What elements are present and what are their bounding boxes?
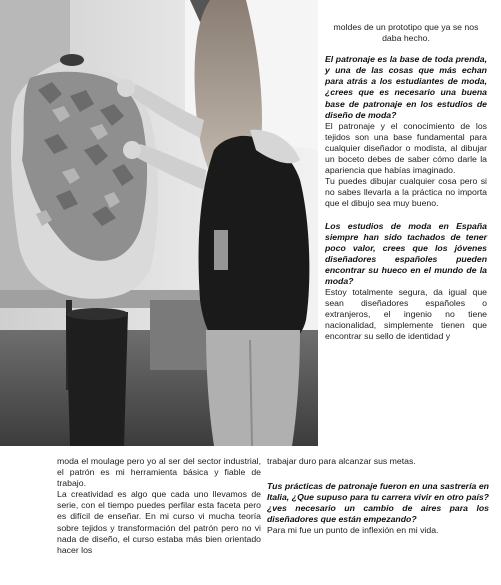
photo-illustration [0, 0, 318, 446]
question-3: Tus prácticas de patronaje fueron en una sastrería en Italia, ¿Que supuso para tu carrera vivir en otro país? ¿ves necesario un cambio de aires para los diseñadores que están empezando? [267, 481, 489, 525]
right-intro-text: moldes de un prototipo que ya se nos daba hecho. [333, 22, 479, 44]
bottom-left-paragraph-2: La creatividad es algo que cada uno llevamos de serie, con el tiempo puedes perfilar esta faceta pero es difícil de enseñar. En mi curso vi mucha teoría sobre tejidos y transformación del patrón pero no vi nada de diseño, el curso estaba más bien orientado hacer los [57, 489, 261, 555]
answer-1-paragraph-1: El patronaje y el conocimiento de los tejidos son una base fundamental para cualquier diseñador o modista, al dibujar un boceto debes de saber cómo darle la apariencia que habías imaginado. [325, 120, 487, 176]
right-column [325, 22, 487, 343]
answer-2-continued: trabajar duro para alcanzar sus metas. [267, 456, 416, 466]
answer-3: Para mi fue un punto de inflexión en mi vida. [267, 525, 439, 536]
question-1: El patronaje es la base de toda prenda, y una de las cosas que más echan para atrás a los estudiantes de moda, ¿crees que es necesario una buena base de patronaje en los estudios de diseño de moda? [325, 54, 487, 120]
answer-2: Estoy totalmente segura, da igual que sean diseñadores españoles o extranjeros, el ingenio no tiene nacionalidad, simplemente tienen que encontrar su sello de identidad y [325, 287, 487, 342]
question-2: Los estudios de moda en España siempre han sido tachados de tener poco valor, crees que los jóvenes diseñadores españoles pueden encontrar su hueco en el mundo de la moda? [325, 220, 487, 286]
answer-1-paragraph-2: Tu puedes dibujar cualquier cosa pero si no sabes llevarla a la práctica no importa que el dibujo sea muy bueno. [325, 176, 487, 209]
article-photo [0, 0, 318, 446]
bottom-left-column [57, 456, 261, 556]
bottom-right-column [267, 456, 489, 537]
bottom-left-paragraph-1: moda el moulage pero yo al ser del sector industrial, el patrón es mi herramienta básica y fiable de trabajo. [57, 456, 261, 489]
